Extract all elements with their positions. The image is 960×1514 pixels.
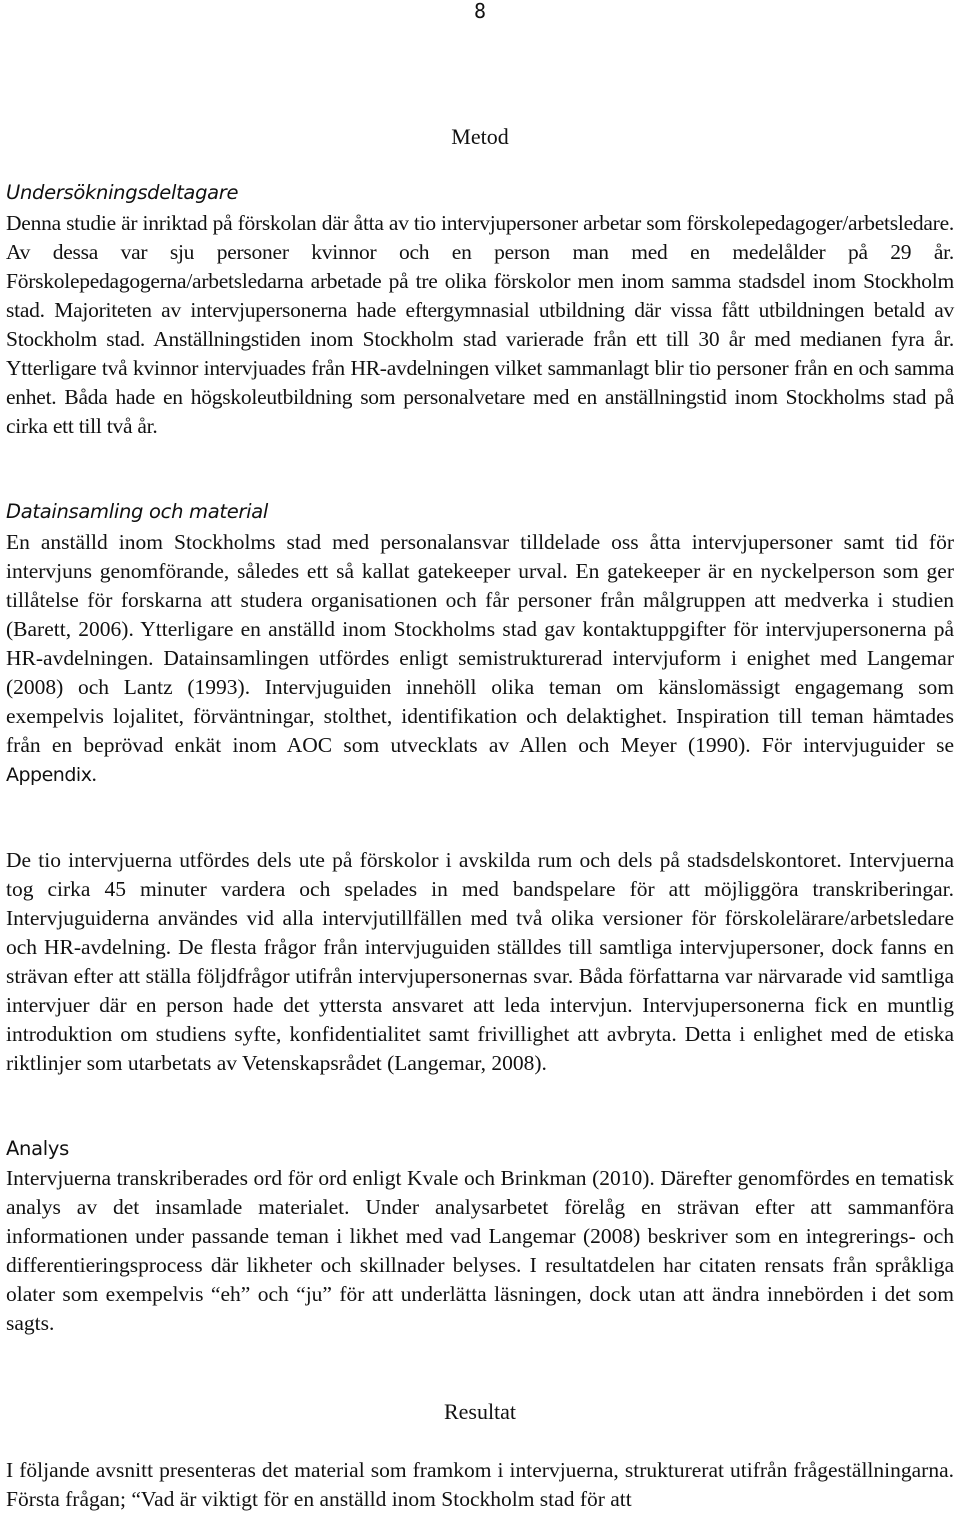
paragraph-undersokningsdeltagare: Denna studie är inriktad på förskolan där åtta av tio intervjupersoner arbetar som förskolepedagoger/arbetsledare. Av dessa var sju personer kvinnor och en person man med en medelålder på 29 år. Förskolepedagogerna/arbetsledarna arbetade på tre olika förskolor men inom samma stadsdel inom Stockholm stad. Majoriteten av intervjupersonerna hade eftergymnasial utbildning där vissa fått utbildningen betald av Stockholm stad. Anställningstiden inom Stockholm stad varierade från ett till 30 år med medianen fyra år. Ytterligare två kvinnor intervjuades från HR-avdelningen vilket sammanlagt blir tio personer från en och samma enhet. Båda hade en högskoleutbildning som personalvetare med en anställningstid inom Stockholms stad på cirka ett till två år.	[6, 211, 954, 438]
section-title-resultat: Resultat	[443, 1399, 517, 1424]
subheading-datainsamling: Datainsamling och material	[6, 500, 269, 523]
paragraph-resultat: I följande avsnitt presenteras det material som framkom i intervjuerna, strukturerat utifrån frågeställningarna. Första frågan; “Vad är viktigt för en anställd inom Stockholm stad för att	[6, 1458, 954, 1511]
appendix-reference: Appendix	[6, 764, 92, 786]
paragraph-analys: Intervjuerna transkriberades ord för ord enligt Kvale och Brinkman (2010). Därefter genomfördes en tematisk analys av det insamlade materialet. Under analysarbetet förelåg en strävan efter att sammanföra informationen under passande teman i likhet med vad Langemar (2008) beskriver som en integrerings- och differentieringsprocess där likheter och skillnader belyses. I resultatdelen har citaten rensats från språkliga olater som exempelvis “eh” och “ju” för att underlätta läsningen, dock utan att ändra innebörden i det som sagts.	[6, 1166, 954, 1335]
paragraph-datainsamling-text: En anställd inom Stockholms stad med personalansvar tilldelade oss åtta intervjupersoner samt tid för intervjuns genomförande, således ett så kallat gatekeeper urval. En gatekeeper är en nyckelperson som ger tillåtelse för forskarna att studera organisationen och får personer från målgruppen att medverka i studien (Barett, 2006). Ytterligare en anställd inom Stockholms stad gav kontaktuppgifter för intervjupersonerna på HR-avdelningen. Datainsamlingen utfördes enligt semistrukturerad intervjuform i enighet med Langemar (2008) och Lantz (1993). Intervjuguiden innehöll olika teman om känslomässigt engagemang som exempelvis lojalitet, förväntningar, stolthet, identifikation och delaktighet. Inspiration till teman hämtades från en beprövad enkät inom AOC som utvecklats av Allen och Meyer (1990). För intervjuguider se	[6, 530, 954, 757]
subheading-undersokningsdeltagare: Undersökningsdeltagare	[6, 181, 239, 204]
subheading-analys: Analys	[6, 1137, 69, 1160]
page-number: 8	[473, 0, 487, 23]
paragraph-intervjuer: De tio intervjuerna utfördes dels ute på förskolor i avskilda rum och dels på stadsdelskontoret. Intervjuerna tog cirka 45 minuter vardera och spelades in med bandspelare för att möjliggöra transkriberingar. Intervjuguiderna användes vid alla intervjutillfällen med två olika versioner för förskolelärare/arbetsledare och HR-avdelning. De flesta frågor från intervjuguiden ställdes till samtliga intervjupersoner, dock fanns en strävan efter att ställa följdfrågor utifrån intervjupersonernas svar. Båda författarna var närvarade vid samtliga intervjuer där en person hade det yttersta ansvaret att leda intervjun. Intervjupersonerna fick en muntlig introduktion om studiens syfte, konfidentialitet samt frivillighet att avbryta. Detta i enlighet med de etiska riktlinjer som utarbetats av Vetenskapsrådet (Langemar, 2008).	[6, 848, 954, 1075]
paragraph-datainsamling	[6, 528, 954, 790]
section-title-metod: Metod	[451, 124, 509, 149]
appendix-period: .	[91, 762, 97, 786]
